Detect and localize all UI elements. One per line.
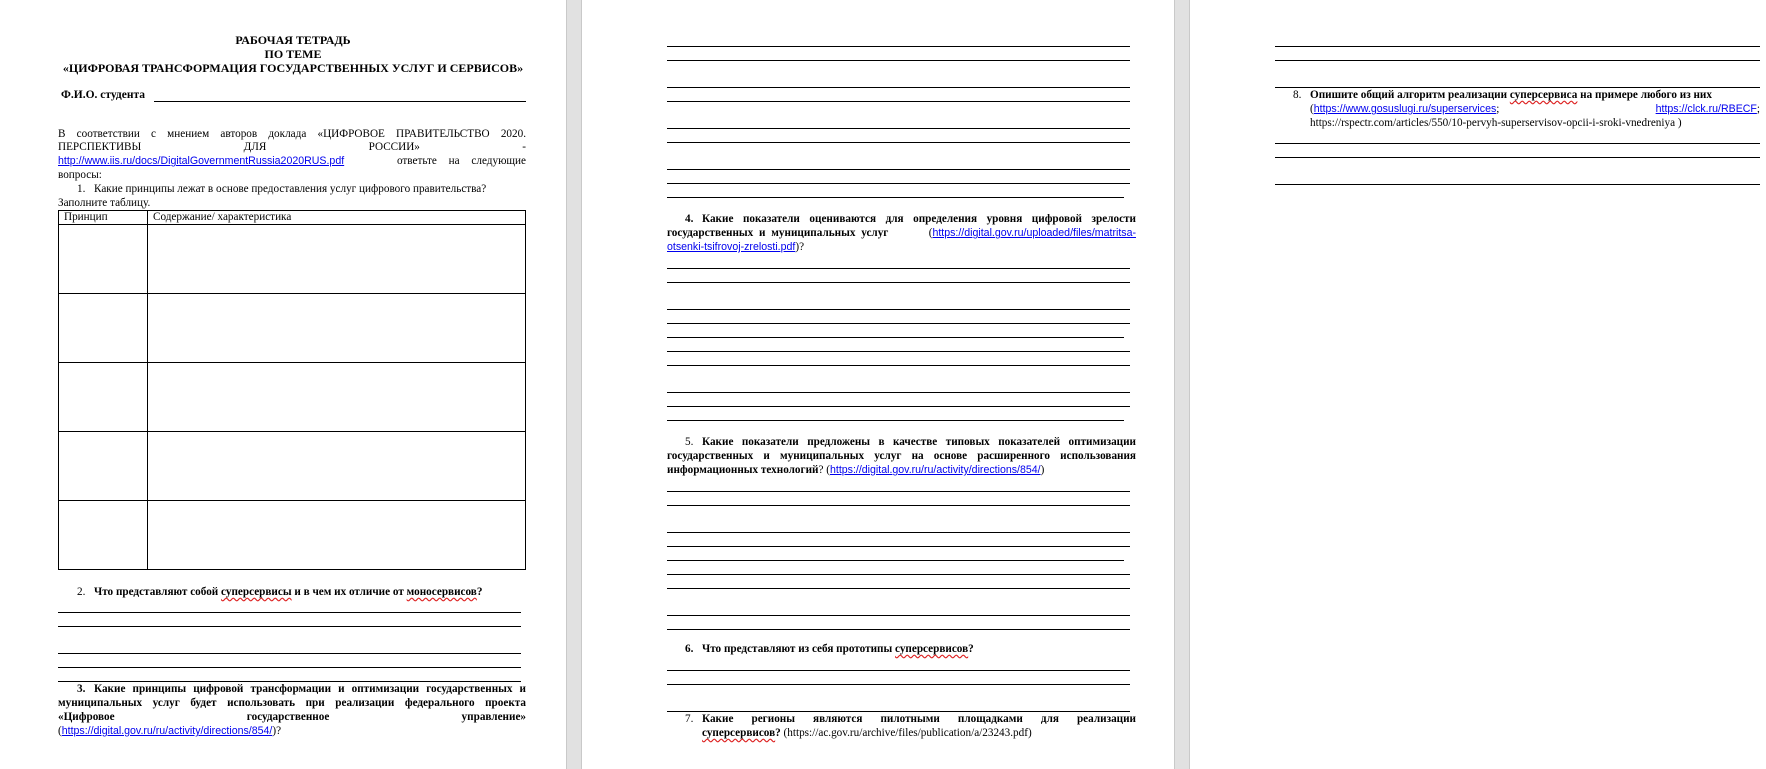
question-6-number: 6. xyxy=(685,643,694,655)
table-row xyxy=(59,432,526,501)
question-4-line-2 xyxy=(667,227,1136,241)
answer-line[interactable] xyxy=(667,406,1130,407)
answer-line[interactable] xyxy=(667,87,1130,88)
answer-line[interactable] xyxy=(58,612,521,613)
answer-line[interactable] xyxy=(667,169,1130,170)
answer-line[interactable] xyxy=(1275,157,1760,158)
table-header-principle: Принцип xyxy=(59,211,148,225)
question-8-link-clck[interactable]: https://clck.ru/RBECF xyxy=(1655,103,1757,115)
question-6-end: ? xyxy=(968,643,974,655)
intro-line-3-tail: ответьте на следующие xyxy=(396,155,526,167)
answer-line[interactable] xyxy=(667,392,1130,393)
table-cell[interactable] xyxy=(148,363,526,432)
question-8-line-2 xyxy=(1310,103,1760,117)
answer-line[interactable] xyxy=(667,532,1130,533)
question-3-number: 3. xyxy=(77,683,86,695)
table-cell[interactable] xyxy=(59,225,148,294)
question-8-line-1 xyxy=(1310,89,1712,103)
title-line-3: «ЦИФРОВАЯ ТРАНСФОРМАЦИЯ ГОСУДАРСТВЕННЫХ УСЛУГ И СЕРВИСОВ» xyxy=(62,61,524,75)
answer-line[interactable] xyxy=(1275,87,1760,88)
question-1-fill-instruction: Заполните таблицу. xyxy=(58,197,151,209)
table-row xyxy=(59,225,526,294)
answer-line[interactable] xyxy=(667,629,1130,630)
document-page-2 xyxy=(582,0,1174,769)
answer-line[interactable] xyxy=(58,626,521,627)
question-4-line-1: Какие показатели оцениваются для определения уровня цифровой зрелости xyxy=(702,213,1136,225)
intro-line-4: вопросы: xyxy=(58,169,102,181)
question-1-text: Какие принципы лежат в основе предоставления услуг цифрового правительства? xyxy=(94,183,487,195)
answer-line[interactable] xyxy=(667,615,1130,616)
question-2-pre: Что представляют собой xyxy=(94,586,222,598)
answer-line[interactable] xyxy=(667,351,1130,352)
question-3-line-3: «Цифровое государственное управление» xyxy=(58,711,526,723)
answer-line[interactable] xyxy=(1275,46,1760,47)
table-cell[interactable] xyxy=(59,363,148,432)
answer-line[interactable] xyxy=(667,128,1130,129)
question-5-link[interactable]: https://digital.gov.ru/ru/activity/directions/854/ xyxy=(829,464,1041,476)
question-5-line-3-text: информационных технологий xyxy=(667,464,819,476)
page-gap xyxy=(566,0,582,769)
question-3-line-2: муниципальных услуг будет использовать при реализации федерального проекта xyxy=(58,697,526,709)
answer-line[interactable] xyxy=(667,505,1130,506)
answer-line[interactable] xyxy=(667,60,1130,61)
answer-line[interactable] xyxy=(667,282,1130,283)
question-5-line-3: информационных технологий? (https://digital.gov.ru/ru/activity/directions/854/) xyxy=(667,464,1045,476)
question-8-pre: Опишите общий алгоритм реализации xyxy=(1310,89,1510,101)
question-4-line-2-text: государственных и муниципальных услуг xyxy=(667,227,889,239)
page-edge xyxy=(1174,0,1175,769)
student-name-label: Ф.И.О. студента xyxy=(61,89,145,101)
principles-table xyxy=(58,210,526,570)
question-2-term-superservices: суперсервисы xyxy=(221,586,292,598)
table-row xyxy=(59,294,526,363)
answer-line[interactable] xyxy=(667,420,1124,421)
question-8-link-2-wrap: https://clck.ru/RBECF; xyxy=(1655,103,1760,115)
table-cell[interactable] xyxy=(148,432,526,501)
question-8-number: 8. xyxy=(1293,89,1302,101)
question-8-link-gosuslugi[interactable]: https://www.gosuslugi.ru/superservices xyxy=(1313,103,1497,115)
question-7-number: 7. xyxy=(685,713,694,725)
student-name-line[interactable] xyxy=(154,101,526,102)
question-4-number: 4. xyxy=(685,213,694,225)
answer-line[interactable] xyxy=(667,337,1124,338)
answer-line[interactable] xyxy=(667,491,1130,492)
document-page-1 xyxy=(0,0,566,769)
question-5-line-1: Какие показатели предложены в качестве типовых показателей оптимизации xyxy=(702,436,1136,448)
question-2-text xyxy=(94,586,482,600)
intro-line-2: ПЕРСПЕКТИВЫ ДЛЯ РОССИИ» - xyxy=(58,141,526,153)
table-cell[interactable] xyxy=(148,294,526,363)
question-4-link-part-1[interactable]: https://digital.gov.ru/uploaded/files/matritsa- xyxy=(932,227,1136,239)
question-4-line-3: otsenki-tsifrovoj-zrelosti.pdf)? xyxy=(667,241,805,253)
intro-line-3 xyxy=(58,155,526,169)
question-8-reference: https://rspectr.com/articles/550/10-pervyh-superservisov-opcii-i-sroki-vnedreniya ) xyxy=(1310,117,1682,129)
question-6-term: суперсервисов xyxy=(895,643,969,655)
question-7-q: ? xyxy=(775,727,781,739)
question-3-link[interactable]: https://digital.gov.ru/ru/activity/directions/854/ xyxy=(61,725,273,737)
question-2-number: 2. xyxy=(77,586,86,598)
answer-line[interactable] xyxy=(667,588,1130,589)
answer-line[interactable] xyxy=(667,268,1130,269)
question-6-pre: Что представляют из себя прототипы xyxy=(702,643,895,655)
question-6-text xyxy=(702,643,974,657)
question-7-line-2 xyxy=(702,727,1032,741)
question-2-term-monoservices: моносервисов xyxy=(406,586,477,598)
answer-line[interactable] xyxy=(667,574,1130,575)
question-3-line-1: Какие принципы цифровой трансформации и оптимизации государственных и xyxy=(94,683,526,695)
table-header-content: Содержание/ характеристика xyxy=(148,211,526,225)
question-2-mid: и в чем их отличие от xyxy=(291,586,407,598)
question-4-link-wrap-1: (https://digital.gov.ru/uploaded/files/matritsa- xyxy=(928,227,1136,239)
document-page-3 xyxy=(1190,0,1766,769)
answer-line[interactable] xyxy=(1275,60,1760,61)
table-row xyxy=(59,501,526,570)
intro-line-1: В соответствии с мнением авторов доклада «ЦИФРОВОЕ ПРАВИТЕЛЬСТВО 2020. xyxy=(58,128,526,140)
question-4-link-part-2[interactable]: otsenki-tsifrovoj-zrelosti.pdf xyxy=(667,241,796,253)
answer-line[interactable] xyxy=(667,197,1124,198)
question-7-reference: (https://ac.gov.ru/archive/files/publication/a/23243.pdf) xyxy=(783,727,1032,739)
title-line-1: РАБОЧАЯ ТЕТРАДЬ xyxy=(235,33,351,47)
answer-line[interactable] xyxy=(58,667,521,668)
intro-report-link[interactable]: http://www.iis.ru/docs/DigitalGovernmentRussia2020RUS.pdf xyxy=(58,155,345,167)
question-8-term: суперсервиса xyxy=(1509,89,1578,101)
answer-line[interactable] xyxy=(667,309,1130,310)
question-7-line-1: Какие регионы являются пилотными площадками для реализации xyxy=(702,713,1136,725)
page-edge xyxy=(566,0,567,769)
answer-line[interactable] xyxy=(667,101,1130,102)
table-cell[interactable] xyxy=(148,225,526,294)
question-3-end: ? xyxy=(276,725,282,737)
answer-line[interactable] xyxy=(58,653,521,654)
table-cell[interactable] xyxy=(59,294,148,363)
table-cell[interactable] xyxy=(59,432,148,501)
question-5-line-2: государственных и муниципальных услуг на основе расширенного использования xyxy=(667,450,1136,462)
answer-line[interactable] xyxy=(667,684,1130,685)
title-line-2: ПО ТЕМЕ xyxy=(264,47,322,61)
page-gap xyxy=(1174,0,1190,769)
answer-line[interactable] xyxy=(1275,184,1760,185)
table-cell[interactable] xyxy=(59,501,148,570)
answer-line[interactable] xyxy=(667,546,1130,547)
answer-line[interactable] xyxy=(667,365,1130,366)
question-4-end: ? xyxy=(799,241,805,253)
question-5-number: 5. xyxy=(685,436,694,448)
question-3-line-4: (https://digital.gov.ru/ru/activity/directions/854/)? xyxy=(58,725,282,737)
answer-line[interactable] xyxy=(667,711,1130,712)
answer-line[interactable] xyxy=(667,183,1130,184)
answer-line[interactable] xyxy=(667,46,1130,47)
question-2-end: ? xyxy=(476,586,483,598)
table-row xyxy=(59,363,526,432)
answer-line[interactable] xyxy=(667,670,1130,671)
answer-line[interactable] xyxy=(667,142,1130,143)
table-header-row xyxy=(59,211,526,225)
question-8-post: на примере любого из них xyxy=(1577,89,1712,101)
answer-line[interactable] xyxy=(1275,143,1760,144)
answer-line[interactable] xyxy=(58,681,521,682)
question-8-link-1-wrap: (https://www.gosuslugi.ru/superservices; xyxy=(1310,103,1500,115)
table-cell[interactable] xyxy=(148,501,526,570)
question-7-term: суперсервисов xyxy=(702,727,776,739)
answer-line[interactable] xyxy=(667,560,1124,561)
answer-line[interactable] xyxy=(667,323,1130,324)
question-1-number: 1. xyxy=(77,183,86,195)
